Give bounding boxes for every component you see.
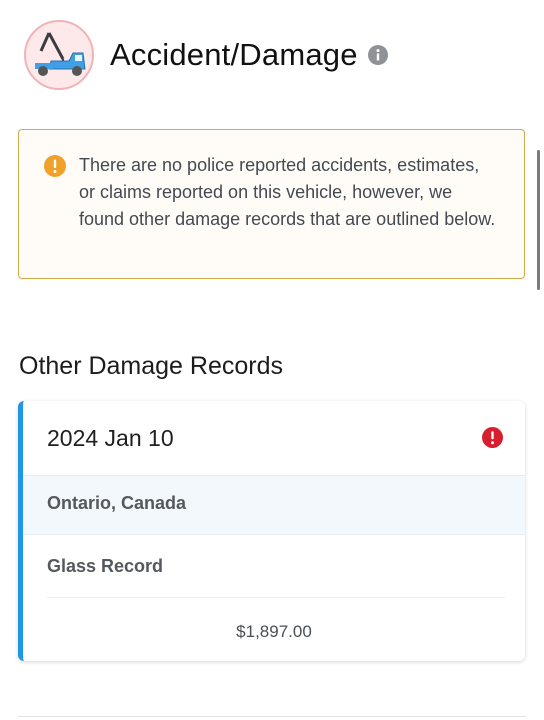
record-date: 2024 Jan 10 — [47, 425, 174, 451]
record-location: Ontario, Canada — [47, 493, 187, 513]
page-header — [24, 20, 388, 90]
page-title: Accident/Damage — [110, 37, 358, 72]
alert-message: There are no police reported accidents, estimates, or claims reported on this vehicle, however, we found other damage records that are outlined below. — [79, 155, 496, 229]
damage-record-card[interactable] — [18, 401, 525, 661]
info-icon[interactable] — [368, 45, 388, 65]
record-amount: $1,897.00 — [236, 622, 312, 641]
damage-notice-alert — [18, 129, 525, 279]
section-title: Other Damage Records — [19, 352, 284, 380]
tow-truck-icon — [24, 20, 94, 90]
warning-icon — [44, 155, 66, 177]
record-type: Glass Record — [47, 556, 164, 576]
scrollbar[interactable] — [537, 150, 540, 290]
record-location-row — [23, 475, 525, 535]
error-icon — [482, 427, 503, 448]
divider — [47, 597, 505, 598]
divider — [18, 716, 526, 717]
